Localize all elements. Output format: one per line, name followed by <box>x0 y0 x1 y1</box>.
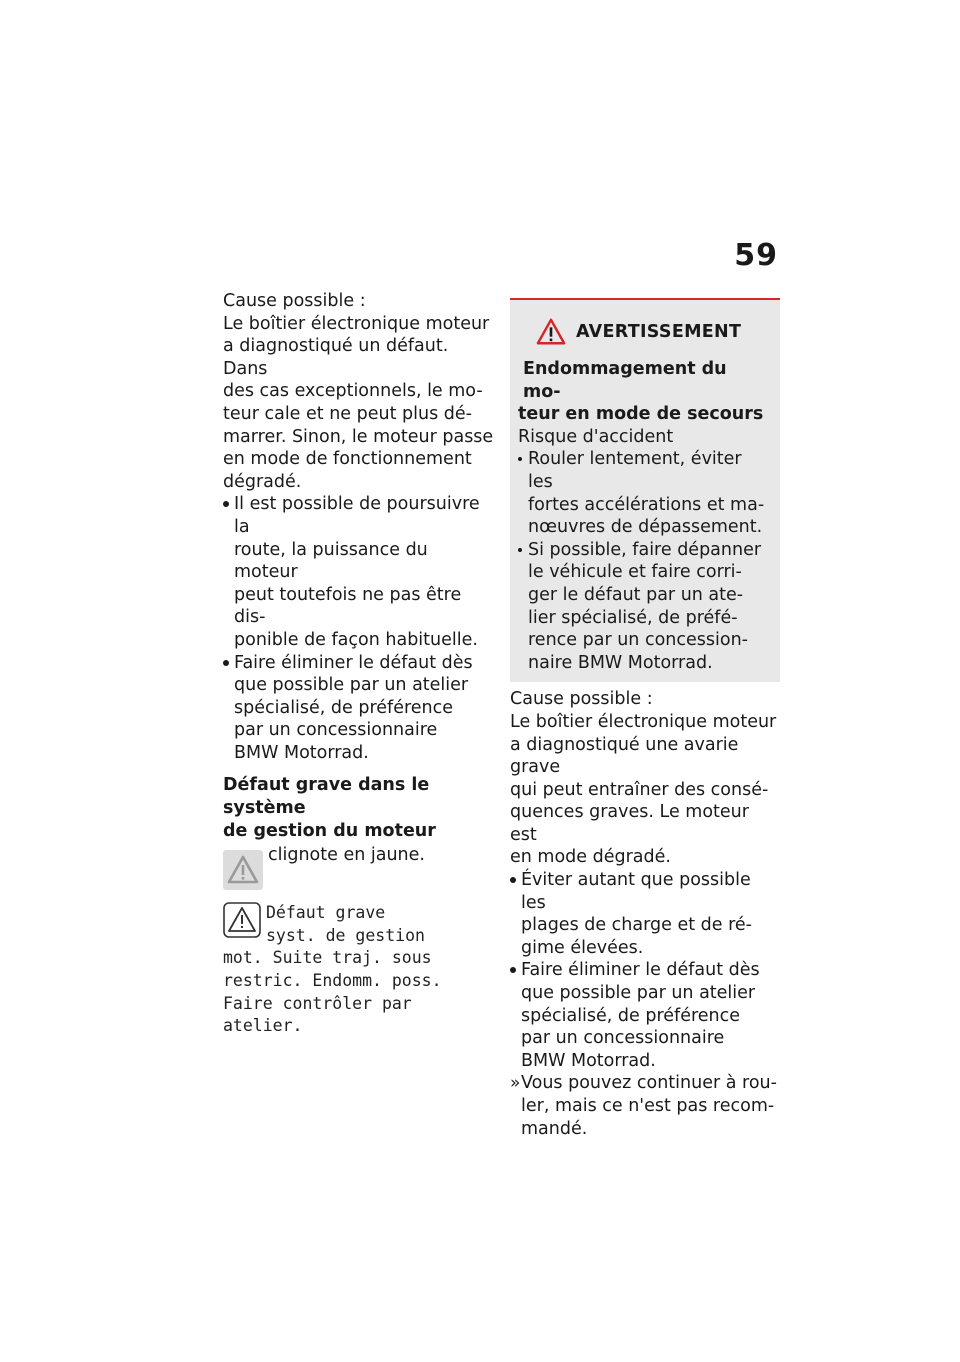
text-line: spécialisé, de préférence <box>234 697 454 718</box>
warning-header <box>536 312 770 352</box>
page-number: 59 <box>734 238 778 273</box>
text-line: qui peut entraîner des consé- <box>510 779 769 800</box>
text-line: que possible par un atelier <box>521 983 756 1004</box>
text-line: Faire éliminer le défaut dès <box>234 652 473 673</box>
display-line: mot. Suite traj. sous <box>223 948 432 968</box>
text-line: marrer. Sinon, le moteur passe <box>223 426 494 447</box>
text-line: le véhicule et faire corri- <box>528 562 742 583</box>
display-message <box>223 902 495 1038</box>
action-list <box>223 493 495 764</box>
warning-triangle-icon <box>536 317 566 347</box>
action-list <box>510 869 780 1072</box>
text-line: lier spécialisé, de préfé- <box>528 607 738 628</box>
text-line: fortes accélérations et ma- <box>528 494 765 515</box>
text-line: Éviter autant que possible les <box>521 870 751 913</box>
result-list <box>510 1072 780 1140</box>
display-line: Défaut grave <box>266 903 386 923</box>
list-item <box>223 493 495 651</box>
text-line: par un concessionnaire <box>234 720 438 741</box>
heading-line: Défaut grave dans le système <box>223 775 430 819</box>
text-line: quences graves. Le moteur est <box>510 802 749 845</box>
display-warning-icon <box>223 902 261 938</box>
text-line: par un concessionnaire <box>521 1028 725 1049</box>
list-item <box>510 869 780 959</box>
text-line: dégradé. <box>223 471 302 492</box>
text-line: a diagnostiqué une avarie grave <box>510 734 739 778</box>
display-line: atelier. <box>223 1016 303 1036</box>
list-item <box>510 959 780 1072</box>
cause-text <box>510 711 780 869</box>
cause-label: Cause possible : <box>510 689 653 710</box>
text-line: Rouler lentement, éviter les <box>528 449 742 492</box>
warning-list <box>518 448 770 674</box>
text-line: Le boîtier électronique moteur <box>510 711 777 732</box>
text-line: a diagnostiqué un défaut. Dans <box>223 336 449 379</box>
text-line: ger le défaut par un ate- <box>528 584 744 605</box>
text-line: que possible par un atelier <box>234 675 469 696</box>
text-line: des cas exceptionnels, le mo- <box>223 381 483 402</box>
heading-line: de gestion du moteur <box>223 820 436 841</box>
text-line: ponible de façon habituelle. <box>234 629 478 650</box>
text-line: teur cale et ne peut plus dé- <box>223 403 472 424</box>
list-item <box>223 652 495 765</box>
text-line: naire BMW Motorrad. <box>528 652 713 673</box>
display-line: restric. Endomm. poss. <box>223 971 442 991</box>
list-item <box>518 448 770 538</box>
text-line: Si possible, faire dépanner <box>528 539 762 560</box>
text-line: spécialisé, de préférence <box>521 1005 741 1026</box>
left-column <box>223 290 495 1038</box>
warning-light-row <box>223 844 495 890</box>
heading-line: Endommagement du mo- <box>523 359 727 402</box>
text-line: Faire éliminer le défaut dès <box>521 960 760 981</box>
text-line: » Vous pouvez continuer à rou- <box>521 1073 777 1094</box>
text-line: Il est possible de poursuivre la <box>234 494 480 537</box>
list-item <box>518 539 770 675</box>
warning-risk: Risque d'accident <box>518 426 674 447</box>
text-line: BMW Motorrad. <box>234 742 369 763</box>
section-heading <box>223 774 495 842</box>
text-line: en mode de fonctionnement <box>223 449 472 470</box>
warning-box <box>510 298 780 682</box>
text-line: plages de charge et de ré- <box>521 915 752 936</box>
list-item <box>510 1072 780 1140</box>
display-line: Faire contrôler par <box>223 993 412 1013</box>
right-column <box>510 294 780 1140</box>
general-warning-icon <box>223 850 263 890</box>
text-line: mandé. <box>521 1118 588 1139</box>
display-line: syst. de gestion <box>266 925 425 945</box>
text-line: en mode dégradé. <box>510 847 671 868</box>
warning-label: AVERTISSEMENT <box>576 321 742 342</box>
icon-caption: clignote en jaune. <box>268 845 425 866</box>
text-line: BMW Motorrad. <box>521 1050 656 1071</box>
text-line: nœuvres de dépassement. <box>528 517 763 538</box>
text-line: route, la puissance du moteur <box>234 539 428 583</box>
heading-line: teur en mode de secours <box>518 404 764 425</box>
text-line: gime élevées. <box>521 937 644 958</box>
text-line: peut toutefois ne pas être dis- <box>234 584 462 628</box>
warning-title <box>518 358 770 426</box>
cause-text <box>223 313 495 494</box>
text-line: Le boîtier électronique moteur <box>223 313 490 334</box>
cause-label: Cause possible : <box>223 291 366 311</box>
text-line: rence par un concession- <box>528 630 748 651</box>
text-line: ler, mais ce n'est pas recom- <box>521 1096 775 1116</box>
